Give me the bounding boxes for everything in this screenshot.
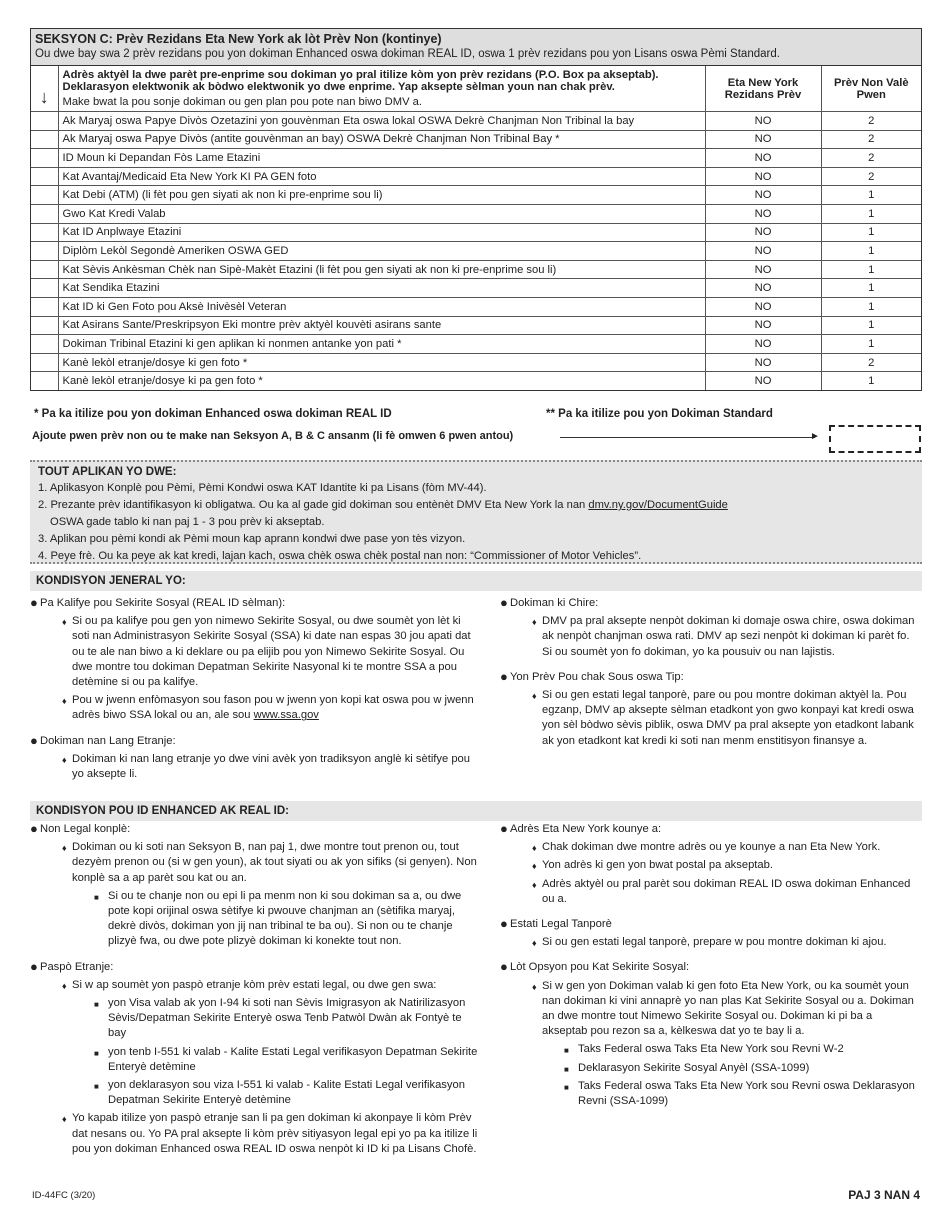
resident-proof: NO: [705, 297, 821, 316]
section-title: SEKSYON C: Prèv Rezidans Eta New York ak lòt Prèv Non (kontinye): [35, 32, 442, 46]
bullet-icon: ■: [564, 1046, 569, 1056]
table-row: [31, 223, 921, 242]
bullet-icon: ♦: [62, 696, 67, 707]
document-name: Kat ID Anplwaye Etazini: [58, 223, 705, 242]
bullet-icon: ♦: [62, 617, 67, 628]
resident-proof: NO: [705, 130, 821, 149]
table-row: [31, 149, 921, 168]
bullet-text: Pa Kalifye pou Sekirite Sosyal (REAL ID sèlman):: [40, 597, 286, 609]
checkbox-cell[interactable]: [31, 279, 58, 298]
point-value: 1: [821, 372, 921, 391]
bullet-text: Estati Legal Tanporè: [510, 918, 612, 931]
bullet-text: Non Legal konplè:: [40, 823, 131, 835]
table-row: [31, 167, 921, 186]
table-row: [31, 279, 921, 298]
bullet-icon: ■: [564, 1064, 569, 1074]
resident-proof: NO: [705, 279, 821, 298]
section-c-table: [30, 28, 922, 391]
checkbox-cell[interactable]: [31, 242, 58, 261]
table-row: [31, 353, 921, 372]
bullet-icon: ♦: [62, 843, 67, 854]
table-row: [31, 297, 921, 316]
document-name: Kat Avantaj/Medicaid Eta New York KI PA GEN foto: [58, 167, 705, 186]
bullet-icon: ■: [94, 1082, 99, 1092]
checkbox-cell[interactable]: [31, 260, 58, 279]
checkbox-cell[interactable]: [31, 130, 58, 149]
point-value: 1: [821, 279, 921, 298]
column-header-document: [58, 66, 705, 112]
bullet-item: [94, 1045, 480, 1075]
resident-proof: NO: [705, 186, 821, 205]
column-header-resident: Eta New York Rezidans Prèv: [705, 66, 821, 112]
form-id: ID-44FC (3/20): [32, 1190, 96, 1201]
resident-proof: NO: [705, 204, 821, 223]
resident-proof: NO: [705, 353, 821, 372]
bullet-item: [532, 858, 920, 873]
bullet-text: Yon adrès ki gen yon bwat postal pa akseptab.: [542, 859, 773, 872]
bullet-icon: ●: [30, 595, 38, 610]
bullet-icon: ●: [500, 821, 508, 836]
point-value: 2: [821, 353, 921, 372]
checkbox-cell[interactable]: [31, 297, 58, 316]
requirement-item: [38, 531, 914, 548]
checkbox-cell[interactable]: [31, 353, 58, 372]
bullet-item: [500, 822, 920, 907]
table-row: [31, 204, 921, 223]
bullet-item: [62, 840, 480, 949]
requirement-text: 1. Aplikasyon Konplè pou Pèmi, Pèmi Kondwi oswa KAT Idantite ki pa Lisans (fòm MV-44).: [38, 482, 487, 494]
page-number: PAJ 3 NAN 4: [848, 1188, 920, 1202]
bullet-text: Si ou gen estati legal tanporè, prepare w pou montre dokiman ki ajou.: [542, 936, 887, 949]
footnotes: [34, 408, 914, 420]
bullet-icon: ●: [30, 821, 38, 836]
resident-proof: NO: [705, 335, 821, 354]
requirement-text: 4. Peye frè. Ou ka peye ak kat kredi, lajan kach, oswa chèk oswa chèk postal nan non: “Commissioner of Motor Vehicles”.: [38, 550, 642, 562]
point-value: 2: [821, 149, 921, 168]
requirement-item: [38, 497, 914, 531]
point-value: 1: [821, 316, 921, 335]
document-name: Kat ID ki Gen Foto pou Aksè Inivèsèl Veteran: [58, 297, 705, 316]
bullet-text: Yo kapab itilize yon paspò etranje san li pa gen dokiman ki akonpaye li kòm Prèv dat nesans ou. Yo PA pral aksepte li kòm prèv sitiyasyon legal epi yo pa ka itilize li pou yon dokiman Enhanced oswa REAL ID oswa nenpòt ki ID ki pa Lisans Chofè.: [72, 1112, 478, 1155]
bullet-item: [564, 1079, 920, 1109]
resident-proof: NO: [705, 149, 821, 168]
document-name: Ak Maryaj oswa Papye Divòs Ozetazini yon gouvènman Eta oswa lokal OSWA Dekrè Chanjman Non Tribinal la bay: [58, 112, 705, 131]
bullet-text: Si w gen yon Dokiman valab ki gen foto Eta New York, ou ka soumèt youn nan dokiman ki vini annaprè yo nan plas Kat Sekirite Sosyal ou a. Dokiman an dwe montre tout Nimewo Sekirite Sosyal ou. Dokiman ki pi ba a akseptab pou rezon sa a, kèlkeswa dat yo te bay li a.: [542, 979, 914, 1038]
checkbox-cell[interactable]: [31, 186, 58, 205]
document-guide-link[interactable]: dmv.ny.gov/DocumentGuide: [588, 499, 728, 511]
ssa-link[interactable]: www.ssa.gov: [253, 709, 319, 722]
bullet-text: Dokiman ou ki soti nan Seksyon B, nan paj 1, dwe montre tout prenon ou, tout dezyèm prenon ou (si w gen youn), ak tout siyati ou ak yon sifiks (si genyen). Non konplè sa a ap parèt sou kat ou an.: [72, 841, 477, 884]
general-right-column: [500, 596, 920, 759]
section-header: [31, 29, 921, 66]
bullet-text: Taks Federal oswa Taks Eta New York sou Revni oswa Deklarasyon Revni (SSA-1099): [578, 1079, 915, 1108]
document-name: ID Moun ki Depandan Fòs Lame Etazini: [58, 149, 705, 168]
bullet-item: [532, 935, 920, 950]
checkbox-cell[interactable]: [31, 223, 58, 242]
bullet-text: yon deklarasyon sou viza I-551 ki valab - Kalite Estati Legal verifikasyon Depatman Sekirite Enteryè detèmine: [108, 1079, 465, 1107]
general-left-column: [30, 596, 480, 792]
checkbox-cell[interactable]: [31, 112, 58, 131]
bullet-text: Paspò Etranje:: [40, 960, 114, 973]
column-header-text: Adrès aktyèl la dwe parèt pre-enprime sou dokiman yo pral itilize kòm yon prèv rezidans (P.O. Box pa akseptab). Deklarasyon elektwonik ak bòdwo elektwonik yo dwe enprime. Yap aksepte sèlman youn nan chak prèv.: [62, 69, 659, 93]
section-subtitle: Ou dwe bay swa 2 prèv rezidans pou yon dokiman Enhanced oswa dokiman REAL ID, oswa 1 prèv rezidans pou yon Lisans oswa Pèmi Standard.: [35, 48, 780, 60]
bullet-item: [62, 752, 480, 782]
bullet-icon: ■: [564, 1082, 569, 1092]
document-name: Kanè lekòl etranje/dosye ki pa gen foto *: [58, 372, 705, 391]
general-heading: KONDISYON JENERAL YO:: [30, 571, 922, 591]
bullet-text: Yon Prèv Pou chak Sous oswa Tip:: [510, 670, 684, 683]
point-value: 1: [821, 260, 921, 279]
bullet-icon: ■: [94, 892, 99, 902]
bullet-icon: ♦: [62, 754, 67, 765]
bullet-item: [30, 960, 480, 1157]
bullet-icon: ■: [94, 1000, 99, 1010]
bullet-icon: ●: [30, 958, 38, 974]
all-applicants-box: [30, 460, 922, 564]
document-name: Dokiman Tribinal Etazini ki gen aplikan ki nonmen antanke yon pati *: [58, 335, 705, 354]
table-row: [31, 130, 921, 149]
bullet-item: [30, 596, 480, 724]
bullet-icon: ♦: [532, 617, 537, 628]
bullet-item: [564, 1061, 920, 1076]
table-row: [31, 260, 921, 279]
bullet-icon: ♦: [532, 691, 537, 702]
bullet-item: [94, 1078, 480, 1108]
resident-proof: NO: [705, 112, 821, 131]
bullet-item: [564, 1042, 920, 1057]
bullet-text: Si ou pa kalifye pou gen yon nimewo Sekirite Sosyal, ou dwe soumèt yon lèt ki soti nan Administrasyon Sekirite Sosyal (SSA) ki date nan espas 30 jou apati dat ou te ale nan biwo a ki deklare ou pa elijib pou yon Nimewo Sekirite Sosyal. Ou dwe montre tou dokiman Depatman Sekirite Nasyonal ki te montre SSA a pou detèmine si ou pa kalifye.: [72, 615, 471, 689]
bullet-icon: ●: [500, 595, 508, 610]
bullet-item: [532, 877, 920, 907]
point-value: 1: [821, 297, 921, 316]
bullet-item: [62, 978, 480, 1109]
resident-proof: NO: [705, 260, 821, 279]
checkbox-cell[interactable]: [31, 316, 58, 335]
resident-proof: NO: [705, 167, 821, 186]
checkbox-cell[interactable]: [31, 372, 58, 391]
document-name: Kat Debi (ATM) (li fèt pou gen siyati ak non ki pre-enprime sou li): [58, 186, 705, 205]
resident-proof: NO: [705, 372, 821, 391]
bullet-icon: ●: [500, 668, 508, 684]
requirement-item: [38, 480, 914, 497]
all-applicants-list: [38, 480, 914, 565]
point-value: 2: [821, 167, 921, 186]
bullet-icon: ■: [94, 1048, 99, 1058]
requirement-text: 3. Aplikan pou pèmi kondi ak Pèmi moun kap aprann kondwi dwe pase yon tès vizyon.: [38, 533, 466, 545]
bullet-text: Si w ap soumèt yon paspò etranje kòm prèv estati legal, ou dwe gen swa:: [72, 978, 437, 991]
bullet-text: Dokiman nan Lang Etranje:: [40, 734, 176, 747]
bullet-item: [500, 917, 920, 950]
point-value: 1: [821, 186, 921, 205]
checkbox-cell[interactable]: [31, 204, 58, 223]
bullet-icon: ♦: [532, 981, 537, 992]
bullet-icon: ♦: [532, 843, 537, 854]
footnote-standard: ** Pa ka itilize pou yon Dokiman Standard: [546, 408, 773, 420]
bullet-icon: ●: [30, 732, 38, 748]
bullet-icon: ♦: [532, 938, 537, 949]
resident-proof: NO: [705, 242, 821, 261]
resident-proof: NO: [705, 316, 821, 335]
point-value: 2: [821, 130, 921, 149]
bullet-item: [500, 960, 920, 1109]
arrow-down-icon: ↓: [31, 66, 58, 112]
table-row: [31, 112, 921, 131]
enhanced-right-column: [500, 822, 920, 1119]
point-value: 1: [821, 223, 921, 242]
bullet-item: [94, 889, 480, 950]
document-name: Gwo Kat Kredi Valab: [58, 204, 705, 223]
bullet-text: Si ou gen estati legal tanporè, pare ou pou montre dokiman aktyèl la. Pou egzanp, DMV ap aksepte sèlman etadkont yon gwo konpayi kat kredi oswa yon sèl bòdwo sèvis piblik, oswa DMV pa pral aksepte yon etadkont labank ak yon etadkont kat kredi ki soti nan menm enstitisyon finansye a.: [542, 689, 914, 747]
bullet-icon: ♦: [62, 1114, 67, 1125]
bullet-item: [500, 670, 920, 749]
bullet-item: [94, 996, 480, 1042]
bullet-text: yon tenb I-551 ki valab - Kalite Estati Legal verifikasyon Depatman Sekirite Enteryè detèmine: [108, 1045, 478, 1073]
bullet-icon: ♦: [62, 980, 67, 991]
proof-table: [31, 66, 921, 390]
footnote-enhanced: * Pa ka itilize pou yon dokiman Enhanced oswa dokiman REAL ID: [34, 408, 392, 420]
bullet-text: Taks Federal oswa Taks Eta New York sou Revni W-2: [578, 1043, 844, 1056]
bullet-item: [62, 1111, 480, 1157]
bullet-item: [532, 840, 920, 855]
document-name: Kat Asirans Sante/Preskripsyon Eki montre prèv aktyèl kouvèti asirans sante: [58, 316, 705, 335]
point-value: 1: [821, 335, 921, 354]
bullet-icon: ●: [500, 959, 508, 975]
document-name: Diplòm Lekòl Segondè Ameriken OSWA GED: [58, 242, 705, 261]
enhanced-left-column: [30, 822, 480, 1167]
document-name: Kat Sendika Etazini: [58, 279, 705, 298]
bullet-text: Si ou te chanje non ou epi li pa menm non ki sou dokiman sa a, ou dwe pote kopi orijinal oswa sètifye ki pwouve chanjman an (sètifika maryaj, dekrè divòs, dokiman yon jij nan tribinal te ba ou). Si non ou te chanje plizyè fwa, ou dwe pote plizyè dokiman ki konekte tout non.: [108, 889, 462, 948]
bullet-item: [532, 979, 920, 1110]
point-value: 2: [821, 112, 921, 131]
bullet-item: [500, 596, 920, 660]
enhanced-heading: KONDISYON POU ID ENHANCED AK REAL ID:: [30, 801, 922, 821]
arrow-right-icon: ►: [810, 431, 820, 442]
bullet-icon: ♦: [532, 861, 537, 872]
checkbox-cell[interactable]: [31, 335, 58, 354]
bullet-item: [532, 688, 920, 749]
total-instruction: Ajoute pwen prèv non ou te make nan Seksyon A, B & C ansanm (li fè omwen 6 pwen antou): [32, 430, 514, 442]
table-row: [31, 186, 921, 205]
bullet-item: [532, 614, 920, 660]
bullet-text: Dokiman ki Chire:: [510, 597, 599, 609]
leader-line: [560, 437, 815, 438]
table-row: [31, 242, 921, 261]
document-name: Ak Maryaj oswa Papye Divòs (antite gouvènman an bay) OSWA Dekrè Chanjman Non Tribinal Bay *: [58, 130, 705, 149]
bullet-text: Adrès Eta New York kounye a:: [510, 823, 662, 835]
table-row: [31, 335, 921, 354]
bullet-text: yon Visa valab ak yon I-94 ki soti nan Sèvis Imigrasyon ak Natirilizasyon Sèvis/Depatman Sekirite Enteryè oswa Tenb Patwòl Dwàn ak Fontyè te bay: [108, 997, 466, 1040]
point-value: 1: [821, 204, 921, 223]
resident-proof: NO: [705, 223, 821, 242]
bullet-text: Lòt Opsyon pou Kat Sekirite Sosyal:: [510, 961, 690, 974]
total-points-field[interactable]: [829, 425, 921, 453]
bullet-text: Adrès aktyèl ou pral parèt sou dokiman REAL ID oswa dokiman Enhanced ou a.: [542, 877, 911, 905]
requirement-text-continued: OSWA gade tablo ki nan paj 1 - 3 pou prèv ki akseptab.: [50, 516, 325, 528]
all-applicants-heading: TOUT APLIKAN YO DWE:: [38, 466, 177, 478]
table-row: [31, 372, 921, 391]
bullet-icon: ●: [500, 916, 508, 932]
column-header-note: Make bwat la pou sonje dokiman ou gen plan pou pote nan biwo DMV a.: [62, 96, 422, 108]
bullet-item: [30, 822, 480, 950]
bullet-text: Deklarasyon Sekirite Sosyal Anyèl (SSA-1099): [578, 1061, 810, 1074]
checkbox-cell[interactable]: [31, 167, 58, 186]
column-header-points: Prèv Non Valè Pwen: [821, 66, 921, 112]
table-row: [31, 316, 921, 335]
checkbox-cell[interactable]: [31, 149, 58, 168]
bullet-text: Pou w jwenn enfòmasyon sou fason pou w jwenn yon kopi kat oswa pou w jwenn adrès biwo SSA lokal ou an, ale sou: [72, 694, 474, 722]
document-name: Kanè lekòl etranje/dosye ki gen foto *: [58, 353, 705, 372]
requirement-text: 2. Prezante prèv idantifikasyon ki obligatwa. Ou ka al gade gid dokiman sou entènèt DMV Eta New York la nan: [38, 499, 589, 511]
document-name: Kat Sèvis Ankèsman Chèk nan Sipè-Makèt Etazini (li fèt pou gen siyati ak non ki pre-enprime sou li): [58, 260, 705, 279]
bullet-text: Dokiman ki nan lang etranje yo dwe vini avèk yon tradiksyon anglè ki sètifye pou yo aksepte li.: [72, 752, 470, 781]
requirement-item: [38, 548, 914, 565]
bullet-item: [30, 734, 480, 783]
bullet-item: [62, 693, 480, 723]
bullet-text: Chak dokiman dwe montre adrès ou ye kounye a nan Eta New York.: [542, 841, 881, 854]
bullet-item: [62, 614, 480, 690]
point-value: 1: [821, 242, 921, 261]
bullet-text: DMV pa pral aksepte nenpòt dokiman ki domaje oswa chire, oswa dokiman ak nenpòt chanjman oswa rati. DMV ap sezi nenpòt ki dokiman ki parèt fo. Si ou soumèt yon fo dokiman, yo ka pousuiv ou nan lajistis.: [542, 615, 915, 658]
bullet-icon: ♦: [532, 879, 537, 890]
